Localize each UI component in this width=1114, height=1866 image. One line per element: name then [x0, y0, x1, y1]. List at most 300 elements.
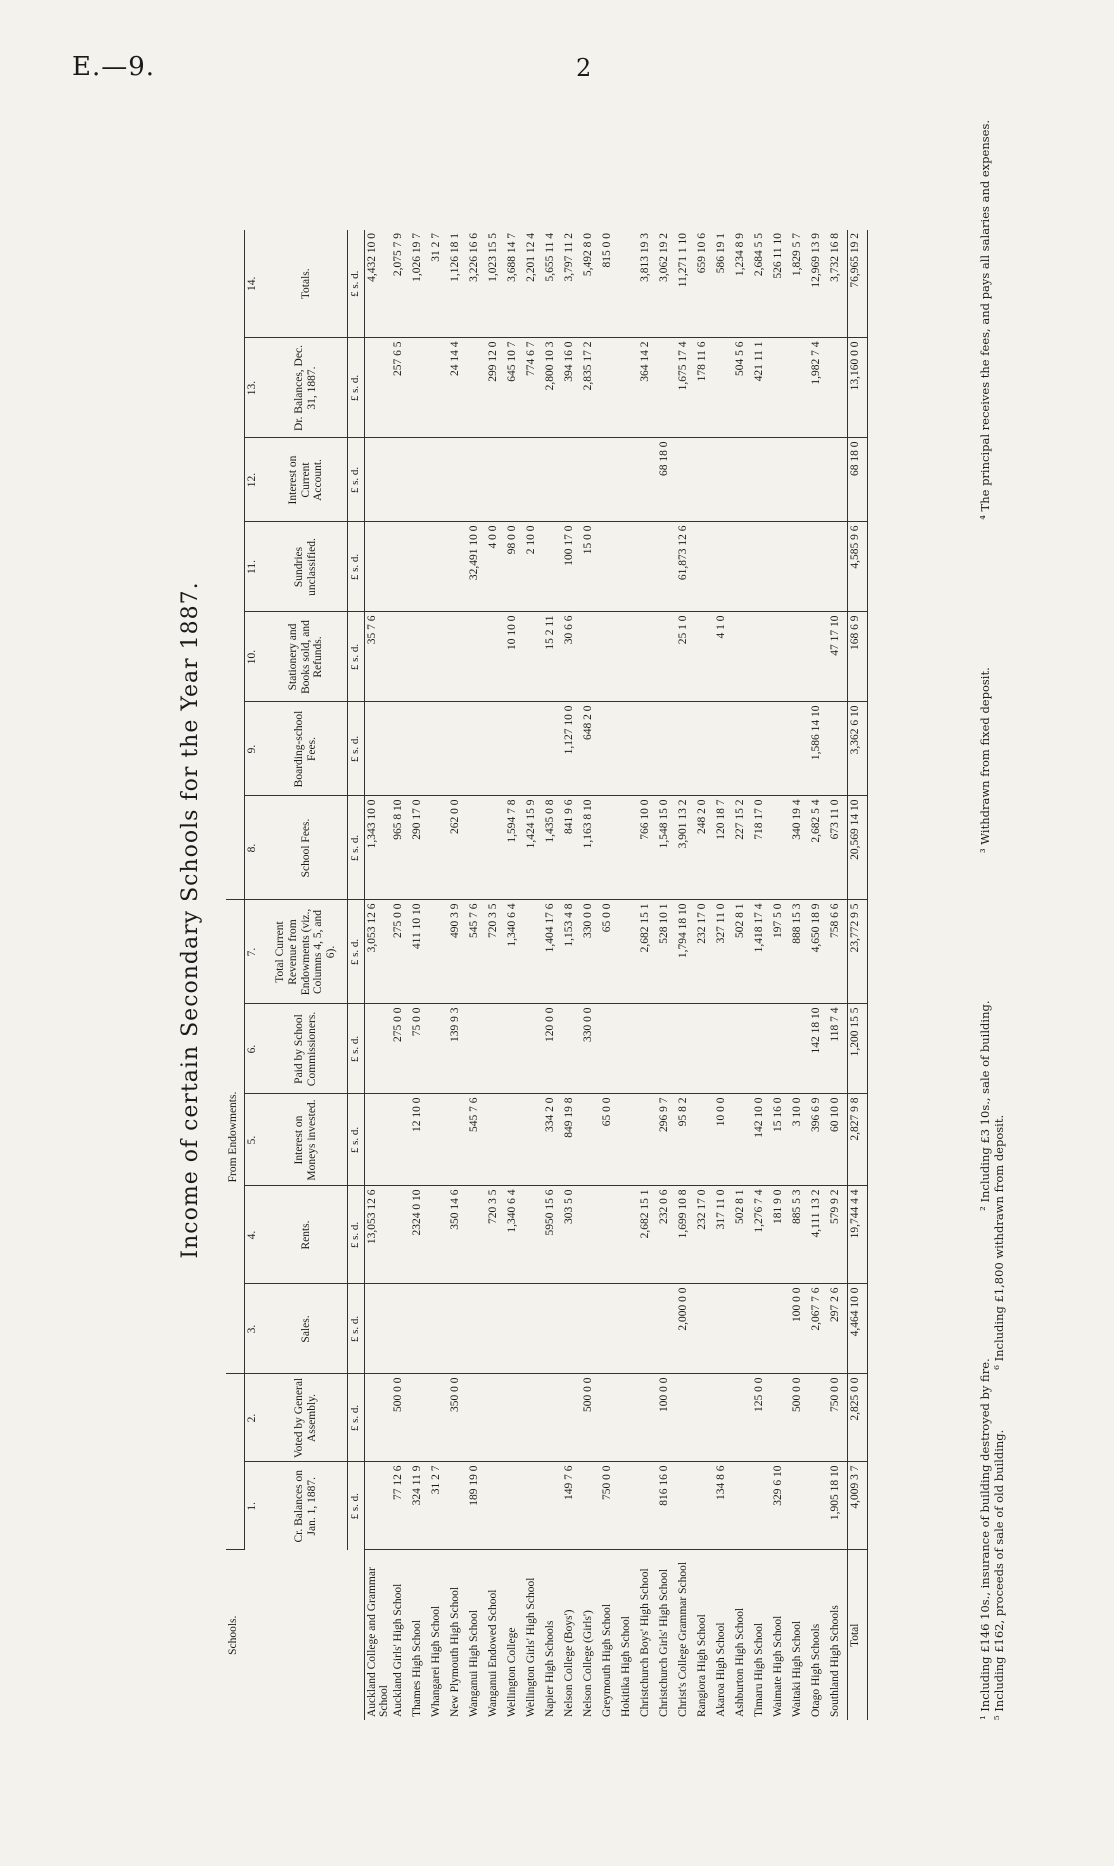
footnote-2: ² Including £3 10s., sale of building. [978, 1000, 992, 1211]
table-cell: 774 6 7 [524, 338, 543, 438]
table-cell: 2,800 10 3 [543, 338, 562, 438]
table-cell: 1,435 0 8 [543, 796, 562, 900]
table-cell: 396 6 9 [809, 1094, 828, 1186]
column-units: £ s. d. [348, 1374, 365, 1462]
table-cell: 134 8 6 [714, 1462, 733, 1550]
school-name: Auckland Girls' High School [392, 1583, 405, 1717]
table-cell [733, 1004, 752, 1094]
table-cell: 502 8 1 [733, 1186, 752, 1284]
table-cell: 766 10 0 [638, 796, 657, 900]
table-cell: 324 11 9 [410, 1462, 429, 1550]
income-table [226, 230, 868, 1720]
table-cell [365, 1004, 392, 1094]
table-cell: 841 9 6 [562, 796, 581, 900]
table-cell [391, 612, 410, 702]
table-cell [695, 612, 714, 702]
table-cell: 1,127 10 0 [562, 702, 581, 796]
table-cell [562, 1004, 581, 1094]
school-name: Wanganui Endowed School [487, 1589, 500, 1717]
table-cell: 248 2 0 [695, 796, 714, 900]
table-cell [733, 702, 752, 796]
column-units: £ s. d. [348, 1462, 365, 1550]
blank-group [226, 230, 245, 900]
table-cell [391, 522, 410, 612]
total-cell: 4,585 9 6 [848, 522, 868, 612]
table-cell [733, 612, 752, 702]
table-cell: 3,053 12 6 [365, 900, 392, 1004]
table-row [790, 230, 809, 1720]
table-cell [467, 1186, 486, 1284]
table-cell [410, 1374, 429, 1462]
school-name: Auckland College and Grammar School [366, 1567, 391, 1717]
table-cell [410, 338, 429, 438]
rotated-table-sheet [178, 120, 1038, 1720]
table-cell [790, 612, 809, 702]
table-cell: 30 6 6 [562, 612, 581, 702]
table-cell [365, 1374, 392, 1462]
table-cell [429, 612, 448, 702]
column-number: 4. [245, 1186, 266, 1284]
table-cell: 758 6 6 [828, 900, 848, 1004]
footnote-1: ¹ Including £146 10s., insurance of building destroyed by fire. [978, 1358, 992, 1720]
table-cell: 4,111 13 2 [809, 1186, 828, 1284]
endowments-group-header: From Endowments. [226, 900, 245, 1374]
table-cell: 5,492 8 0 [581, 230, 600, 338]
table-cell [600, 612, 619, 702]
table-cell [543, 1284, 562, 1374]
table-cell: 1,023 15 5 [486, 230, 505, 338]
total-cell: 19,744 4 4 [848, 1186, 868, 1284]
table-cell: 1,234 8 9 [733, 230, 752, 338]
table-cell: 31 2 7 [429, 1462, 448, 1550]
table-cell [752, 1004, 771, 1094]
table-cell [365, 338, 392, 438]
table-cell: 317 11 0 [714, 1186, 733, 1284]
table-cell [391, 702, 410, 796]
table-row [524, 230, 543, 1720]
table-cell [809, 1374, 828, 1462]
table-cell [365, 1284, 392, 1374]
footnote-5: ⁵ Including £162, proceeds of sale of old building. [992, 1429, 1007, 1720]
column-units: £ s. d. [348, 1186, 365, 1284]
column-number: 14. [245, 230, 266, 338]
table-cell [524, 438, 543, 522]
table-cell [410, 1284, 429, 1374]
table-cell [714, 702, 733, 796]
table-cell [695, 702, 714, 796]
table-cell [391, 1094, 410, 1186]
table-cell [505, 1094, 524, 1186]
table-row [619, 230, 638, 1720]
school-name: Wanganui High School [468, 1609, 481, 1717]
table-cell: 95 8 2 [676, 1094, 695, 1186]
table-cell: 232 17 0 [695, 900, 714, 1004]
table-cell [429, 1186, 448, 1284]
table-cell: 232 0 6 [657, 1186, 676, 1284]
table-cell [809, 1462, 828, 1550]
column-heading: Sales. [265, 1284, 348, 1374]
table-cell: 98 0 0 [505, 522, 524, 612]
school-name: Napier High Schools [544, 1620, 557, 1717]
table-cell: 232 17 0 [695, 1186, 714, 1284]
table-cell [486, 1094, 505, 1186]
total-label: Total [848, 1550, 868, 1720]
table-cell [410, 522, 429, 612]
table-cell: 2,067 7 6 [809, 1284, 828, 1374]
table-row [391, 230, 410, 1720]
table-row [467, 230, 486, 1720]
table-cell: 490 3 9 [448, 900, 467, 1004]
table-cell: 100 0 0 [790, 1284, 809, 1374]
table-cell: 299 12 0 [486, 338, 505, 438]
table-cell [391, 438, 410, 522]
school-name: Nelson College (Boys') [563, 1609, 576, 1717]
total-cell: 2,827 9 8 [848, 1094, 868, 1186]
table-cell [543, 1462, 562, 1550]
table-cell: 181 9 0 [771, 1186, 790, 1284]
table-cell [562, 438, 581, 522]
table-cell: 4 0 0 [486, 522, 505, 612]
table-cell [676, 702, 695, 796]
table-row [828, 230, 848, 1720]
table-cell: 545 7 6 [467, 1094, 486, 1186]
table-cell [429, 1094, 448, 1186]
table-cell [448, 612, 467, 702]
school-name: Ashburton High School [734, 1607, 747, 1717]
table-cell: 526 11 10 [771, 230, 790, 338]
table-cell: 720 3 5 [486, 1186, 505, 1284]
table-cell: 3,062 19 2 [657, 230, 676, 338]
table-cell [714, 522, 733, 612]
table-cell [619, 230, 638, 338]
table-row [581, 230, 600, 1720]
table-row [410, 230, 429, 1720]
table-cell [600, 1374, 619, 1462]
column-number: 5. [245, 1094, 266, 1186]
table-cell [524, 1186, 543, 1284]
table-cell [505, 438, 524, 522]
school-name: Whangarei High School [430, 1605, 443, 1717]
table-cell [448, 1462, 467, 1550]
table-cell: 816 16 0 [657, 1462, 676, 1550]
table-cell: 849 19 8 [562, 1094, 581, 1186]
table-cell: 4,432 10 0 [365, 230, 392, 338]
table-cell [771, 1004, 790, 1094]
table-cell: 290 17 0 [410, 796, 429, 900]
table-cell: 3,901 13 2 [676, 796, 695, 900]
table-cell: 3,688 14 7 [505, 230, 524, 338]
schools-header: Schools. [226, 1550, 365, 1720]
table-cell: 888 15 3 [790, 900, 809, 1004]
table-cell [600, 1186, 619, 1284]
table-row [676, 230, 695, 1720]
table-cell [524, 612, 543, 702]
table-cell [714, 1004, 733, 1094]
table-cell: 15 16 0 [771, 1094, 790, 1186]
column-heading: Interest on Current Account. [265, 438, 348, 522]
table-cell [448, 438, 467, 522]
column-heading: Paid by School Commissioners. [265, 1004, 348, 1094]
table-cell: 1,340 6 4 [505, 1186, 524, 1284]
table-cell: 15 0 0 [581, 522, 600, 612]
table-cell [733, 522, 752, 612]
table-cell: 327 11 0 [714, 900, 733, 1004]
table-cell [429, 1284, 448, 1374]
column-number: 2. [245, 1374, 266, 1462]
table-cell [619, 338, 638, 438]
table-cell [619, 438, 638, 522]
table-cell [505, 1374, 524, 1462]
table-cell [486, 1374, 505, 1462]
table-cell: 1,424 15 9 [524, 796, 543, 900]
table-cell [543, 438, 562, 522]
table-cell [828, 702, 848, 796]
table-cell: 139 9 3 [448, 1004, 467, 1094]
table-cell [676, 438, 695, 522]
table-cell [752, 1462, 771, 1550]
table-cell: 5,655 11 4 [543, 230, 562, 338]
footnotes [978, 120, 1007, 1720]
column-heading: Stationery and Books sold, and Refunds. [265, 612, 348, 702]
table-cell: 100 17 0 [562, 522, 581, 612]
table-cell [714, 1284, 733, 1374]
table-cell: 364 14 2 [638, 338, 657, 438]
column-heading: Interest on Moneys invested. [265, 1094, 348, 1186]
table-cell [619, 1094, 638, 1186]
table-cell: 4,650 18 9 [809, 900, 828, 1004]
table-cell: 2,075 7 9 [391, 230, 410, 338]
table-cell [581, 1462, 600, 1550]
table-cell [600, 702, 619, 796]
column-units: £ s. d. [348, 438, 365, 522]
table-cell [467, 1284, 486, 1374]
table-cell [752, 438, 771, 522]
table-cell [448, 1284, 467, 1374]
table-cell: 1,163 8 10 [581, 796, 600, 900]
table-cell: 885 5 3 [790, 1186, 809, 1284]
total-row [848, 230, 868, 1720]
table-cell [733, 438, 752, 522]
table-cell [562, 1374, 581, 1462]
table-cell [600, 522, 619, 612]
table-cell [619, 702, 638, 796]
table-cell: 1,594 7 8 [505, 796, 524, 900]
table-cell [524, 1004, 543, 1094]
table-cell [448, 1094, 467, 1186]
column-heading: Total Current Revenue from Endowments (viz., Columns 4, 5, and 6). [265, 900, 348, 1004]
table-row [600, 230, 619, 1720]
table-cell [638, 702, 657, 796]
table-cell: 35 7 6 [365, 612, 392, 702]
table-cell: 815 0 0 [600, 230, 619, 338]
table-cell: 296 9 7 [657, 1094, 676, 1186]
column-heading: Rents. [265, 1186, 348, 1284]
column-heading: Voted by General Assembly. [265, 1374, 348, 1462]
table-cell [828, 338, 848, 438]
table-cell: 350 14 6 [448, 1186, 467, 1284]
table-cell [562, 1284, 581, 1374]
table-cell [524, 1284, 543, 1374]
table-cell [676, 1462, 695, 1550]
table-cell [771, 796, 790, 900]
table-cell [486, 438, 505, 522]
table-cell: 1,418 17 4 [752, 900, 771, 1004]
table-cell [524, 702, 543, 796]
table-cell [733, 1462, 752, 1550]
table-cell: 394 16 0 [562, 338, 581, 438]
table-cell [486, 1462, 505, 1550]
table-cell: 120 18 7 [714, 796, 733, 900]
column-number: 3. [245, 1284, 266, 1374]
table-cell: 4 1 0 [714, 612, 733, 702]
total-cell: 1,200 15 5 [848, 1004, 868, 1094]
table-cell [391, 1284, 410, 1374]
table-cell [638, 1284, 657, 1374]
table-cell: 11,271 1 10 [676, 230, 695, 338]
school-name: Rangiora High School [696, 1614, 709, 1717]
table-cell: 100 0 0 [657, 1374, 676, 1462]
table-cell: 329 6 10 [771, 1462, 790, 1550]
table-cell [695, 1374, 714, 1462]
table-cell [600, 1004, 619, 1094]
table-cell: 965 8 10 [391, 796, 410, 900]
table-cell: 1,404 17 6 [543, 900, 562, 1004]
table-cell [365, 438, 392, 522]
table-cell [657, 338, 676, 438]
school-name: Timaru High School [753, 1622, 766, 1717]
table-row [562, 230, 581, 1720]
table-cell [486, 1004, 505, 1094]
column-number: 13. [245, 338, 266, 438]
table-cell: 3 10 0 [790, 1094, 809, 1186]
table-cell: 645 10 7 [505, 338, 524, 438]
table-cell [486, 702, 505, 796]
table-cell: 2324 0 10 [410, 1186, 429, 1284]
table-cell [467, 1004, 486, 1094]
table-cell [365, 702, 392, 796]
table-cell: 502 8 1 [733, 900, 752, 1004]
table-cell: 2,835 17 2 [581, 338, 600, 438]
table-cell [752, 1284, 771, 1374]
table-cell [771, 612, 790, 702]
table-cell [365, 1094, 392, 1186]
table-cell: 2,201 12 4 [524, 230, 543, 338]
school-name: Nelson College (Girls') [582, 1610, 595, 1717]
table-cell: 65 0 0 [600, 900, 619, 1004]
total-cell: 4,464 10 0 [848, 1284, 868, 1374]
table-row [771, 230, 790, 1720]
table-cell [619, 1186, 638, 1284]
table-cell [790, 522, 809, 612]
table-cell [524, 900, 543, 1004]
table-cell [543, 1374, 562, 1462]
table-cell [505, 1284, 524, 1374]
table-cell: 500 0 0 [391, 1374, 410, 1462]
table-cell: 227 15 2 [733, 796, 752, 900]
table-cell [467, 438, 486, 522]
table-cell [771, 338, 790, 438]
table-cell [429, 1004, 448, 1094]
school-name: Southland High Schools [829, 1605, 842, 1717]
table-cell [676, 1374, 695, 1462]
column-units: £ s. d. [348, 796, 365, 900]
table-cell: 2 10 0 [524, 522, 543, 612]
school-name: Waimate High School [772, 1615, 785, 1717]
table-cell [505, 702, 524, 796]
table-cell: 2,684 5 5 [752, 230, 771, 338]
school-name: Christ's College Grammar School [677, 1561, 690, 1717]
column-units: £ s. d. [348, 702, 365, 796]
table-cell [429, 1374, 448, 1462]
page-number: 2 [576, 54, 592, 82]
table-cell: 586 19 1 [714, 230, 733, 338]
table-row [695, 230, 714, 1720]
column-number: 11. [245, 522, 266, 612]
table-row [505, 230, 524, 1720]
table-cell: 125 0 0 [752, 1374, 771, 1462]
table-cell [524, 1374, 543, 1462]
table-cell [429, 796, 448, 900]
table-cell [619, 1462, 638, 1550]
table-cell [543, 702, 562, 796]
table-cell [486, 612, 505, 702]
column-heading: Sundries unclassified. [265, 522, 348, 612]
table-cell: 1,675 17 4 [676, 338, 695, 438]
table-cell [524, 1462, 543, 1550]
school-name: Christchurch Girls' High School [658, 1568, 671, 1717]
table-cell: 1,026 19 7 [410, 230, 429, 338]
school-name: Otago High Schools [810, 1623, 823, 1717]
table-cell: 262 0 0 [448, 796, 467, 900]
table-cell [790, 1004, 809, 1094]
table-row [638, 230, 657, 1720]
table-cell [695, 1284, 714, 1374]
table-cell [600, 796, 619, 900]
table-cell: 1,340 6 4 [505, 900, 524, 1004]
table-cell: 411 10 10 [410, 900, 429, 1004]
table-cell [638, 612, 657, 702]
table-cell [771, 522, 790, 612]
table-cell: 1,276 7 4 [752, 1186, 771, 1284]
table-cell: 750 0 0 [600, 1462, 619, 1550]
table-cell: 142 10 0 [752, 1094, 771, 1186]
footnote-6: ⁶ Including £1,800 withdrawn from deposit. [992, 1114, 1007, 1370]
table-cell [524, 1094, 543, 1186]
table-cell [600, 338, 619, 438]
table-cell: 297 2 6 [828, 1284, 848, 1374]
table-cell [790, 1462, 809, 1550]
table-cell: 3,226 16 6 [467, 230, 486, 338]
table-cell: 118 7 4 [828, 1004, 848, 1094]
table-cell [790, 702, 809, 796]
table-cell: 12,969 13 9 [809, 230, 828, 338]
table-cell [391, 1186, 410, 1284]
column-number: 1. [246, 1501, 258, 1511]
table-cell: 10 0 0 [714, 1094, 733, 1186]
table-row [486, 230, 505, 1720]
total-cell: 20,569 14 10 [848, 796, 868, 900]
table-cell [619, 612, 638, 702]
table-cell: 334 2 0 [543, 1094, 562, 1186]
table-cell: 47 17 10 [828, 612, 848, 702]
table-cell [638, 1004, 657, 1094]
school-name: Thames High School [411, 1619, 424, 1717]
school-name: Christchurch Boys' High School [639, 1568, 652, 1717]
table-cell [467, 702, 486, 796]
table-cell [828, 438, 848, 522]
table-cell [619, 1374, 638, 1462]
table-cell [467, 796, 486, 900]
